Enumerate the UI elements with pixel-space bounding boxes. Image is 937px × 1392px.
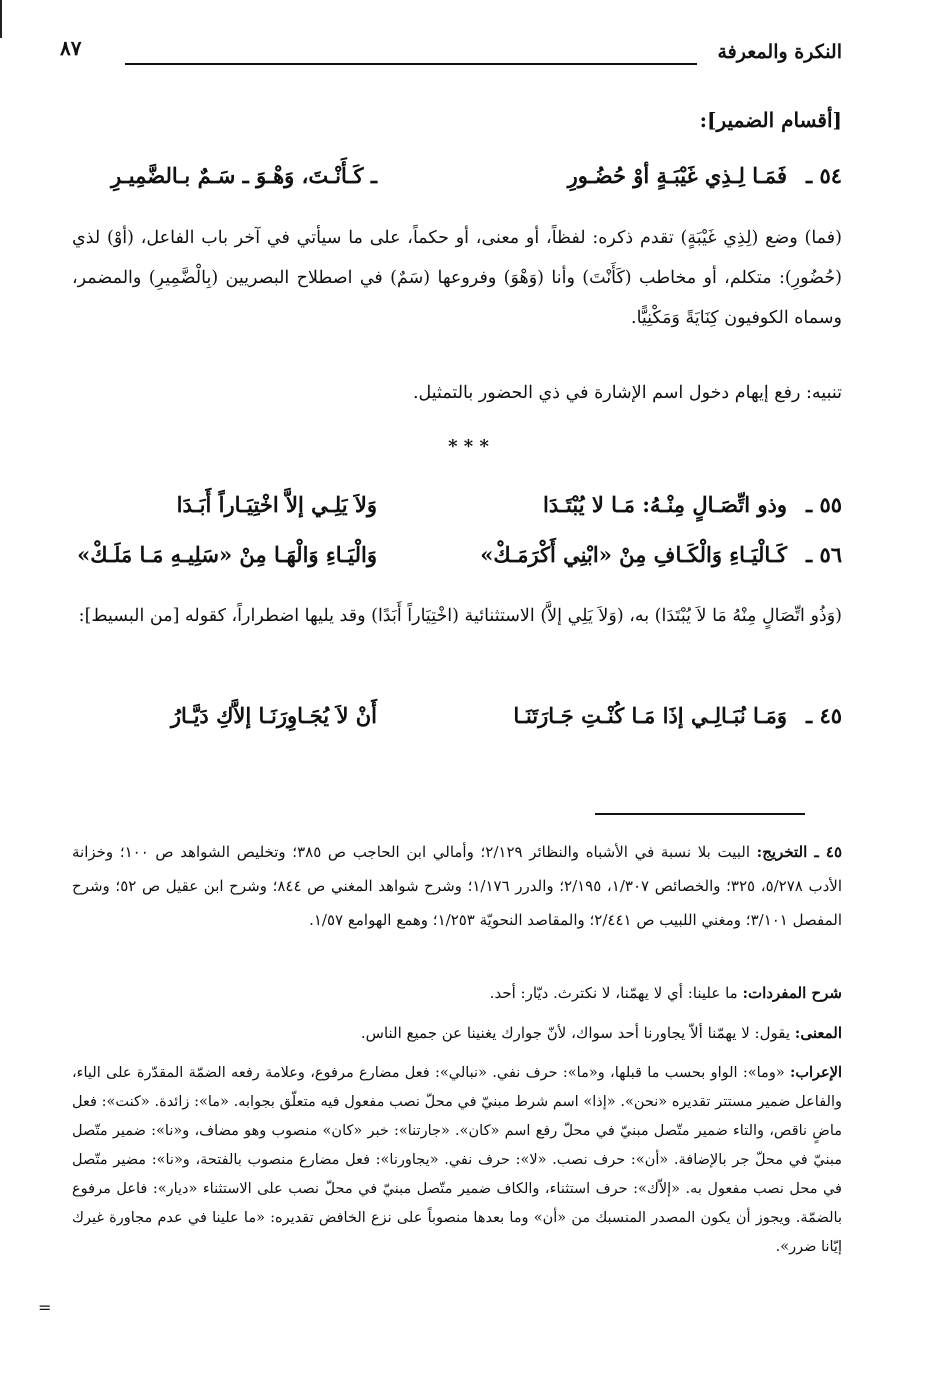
verse-second-hemistich: ـ كَـأَنْـتَ، وَهْـوَ ـ سَـمٌ بـالضَّمِيـرِ [111,163,377,188]
verse-number: ٤٥ ـ [805,703,842,728]
footnote-irab [72,1058,842,1262]
verse-first-hemistich: وذو اتِّصَـالٍ مِنْـهُ: مَـا لا يُبْتَـدَا [543,492,787,517]
verse-first-hemistich: كَـالْيَـاءِ وَالْكَـافِ مِنْ «ابْنِي أَكْرَمَـكْ» [480,542,787,567]
footnote-label: الإعراب: [790,1064,842,1081]
section-heading: [أقسام الضمير]: [699,108,842,132]
verse-55 [72,492,842,526]
verse-56 [72,542,842,576]
footnote-label: المعنى: [794,1024,842,1042]
footnote-text: يقول: لا يهمّنا ألاّ يجاورنا أحد سواك، لأنّ جوارك يغنينا عن جميع الناس. [360,1024,790,1042]
footnote-text: «وما»: الواو بحسب ما قبلها، و«ما»: حرف نفي. «نبالي»: فعل مضارع مرفوع، وعلامة رفعه الضمّة المقدّرة على الياء، والفاعل ضمير مستتر تقديره «نحن». «إذا» اسم شرط مبنيّ في محلّ نصب مفعول فيه متعلّق بجوابه. «ما»: زائدة. «كنت»: فعل ماضٍ ناقص، والتاء ضمير متّصل مبنيّ في محلّ رفع اسم «كان». «جارتنا»: خبر «كان» منصوب وهو مضاف، و«نا»: ضمير متّصل مبنيّ في محلّ جر بالإضافة. «أن»: حرف نصب. «لا»: حرف نفي. «يجاورنا»: فعل مضارع منصوب بالفتحة، و«نا»: مضير متّصل في محل نصب مفعول به. «إلاّك»: حرف استثناء، والكاف ضمير متّصل مبنيّ في محلّ نصب على الاستثناء «ديار»: فاعل مرفوع بالضمّة. ويجوز أن يكون المصدر المنسبك من «أن» وما بعدها منصوباً على نزع الخافض تقديره: «ما علينا في عدم مجاورة غيرك إيّانا ضرر». [72,1065,842,1255]
footnote-mufradat [72,978,842,1008]
verse-number: ٥٥ ـ [805,492,842,517]
footnote-label: ٤٥ ـ التخريج: [756,843,843,861]
verse-54 [72,163,842,197]
footnote-takhrij [72,835,842,937]
commentary-paragraph-1 [72,218,842,338]
verse-second-hemistich: وَالْيَـاءِ وَالْهَـا مِنْ «سَلِيـهِ مَـا مَلَـكْ» [77,542,377,567]
footnote-rule [595,813,805,815]
page-number: ٨٧ [60,36,82,60]
note-text: تنبيه: رفع إيهام دخول اسم الإشارة في ذي الحضور بالتمثيل. [412,383,842,403]
verse-second-hemistich: وَلاَ يَلِـي إلاَّ اخْتِيَـاراً أَبَـدَا [176,492,377,517]
verse-number: ٥٦ ـ [805,542,842,567]
footnote-label: شرح المفردات: [742,984,842,1002]
footnote-text: البيت بلا نسبة في الأشباه والنظائر ٢/١٢٩؛ وأمالي ابن الحاجب ص ٣٨٥؛ وتخليص الشواهد ص ١٠٠؛ وخزانة الأدب ٥/٢٧٨، ٣٢٥؛ والخصائص ١/٣٠٧، ٢/١٩٥؛ والدرر ١/١٧٦؛ وشرح شواهد المغني ص ٨٤٤؛ وشرح ابن عقيل ص ٥٢؛ وشرح المفصل ٣/١٠١؛ ومغني اللبيب ص ٢/٤٤١؛ والمقاصد النحويّة ١/٢٥٣؛ وهمع الهوامع ١/٥٧. [72,843,843,929]
footnote-text: ما علينا: أي لا يهمّنا، لا نكترث. ديّار: أحد. [489,984,738,1002]
footnote-maana [72,1018,842,1048]
header-rule [125,63,697,65]
verse-first-hemistich: وَمَـا نُبَـالِـي إذَا مَـا كُنْـتِ جَـارَتَنَـا [513,703,787,728]
commentary-text: (فما) وضع (لِذِي غَيْبَةٍ) تقدم ذكره: لفظاً، أو معنى، أو حكماً، على ما سيأتي في آخر باب الفاعل، (أوْ) لذي (حُضُورِ): متكلم، أو مخاطب (كَأَنْتَ) وأنا (وَهْوَ) وفروعها (سَمٌ) في اصطلاح البصريين (بِالْضَّمِيرِ) والمضمر، وسماه الكوفيون كِنَايَةً وَمَكْنِيًّا. [72,228,842,328]
verse-number: ٥٤ ـ [805,163,842,188]
verse-first-hemistich: فَمَـا لِـذِي غَيْبَـةٍ أوْ حُضُـورِ [567,163,787,188]
note-paragraph [72,373,842,413]
scan-edge-mark [0,0,2,38]
verse-45 [72,703,842,737]
running-header-title: النكرة والمعرفة [717,41,842,63]
section-separator-stars: * * * [448,436,489,457]
verse-second-hemistich: أَنْ لاَ يُجَـاوِرَنَـا إلاَّكِ دَيَّـارُ [170,703,377,728]
margin-mark: = [38,1298,52,1317]
commentary-text: (وَذُو اتِّصَالٍ مِنْهُ مَا لاَ يُبْتَدَا) به، (وَلاَ يَلِي إلاَّ) الاستثنائية (اخْتِيَاراً أَبَدًا) وقد يليها اضطراراً، كقوله [من البسيط]: [78,606,842,626]
commentary-paragraph-2 [72,596,842,636]
